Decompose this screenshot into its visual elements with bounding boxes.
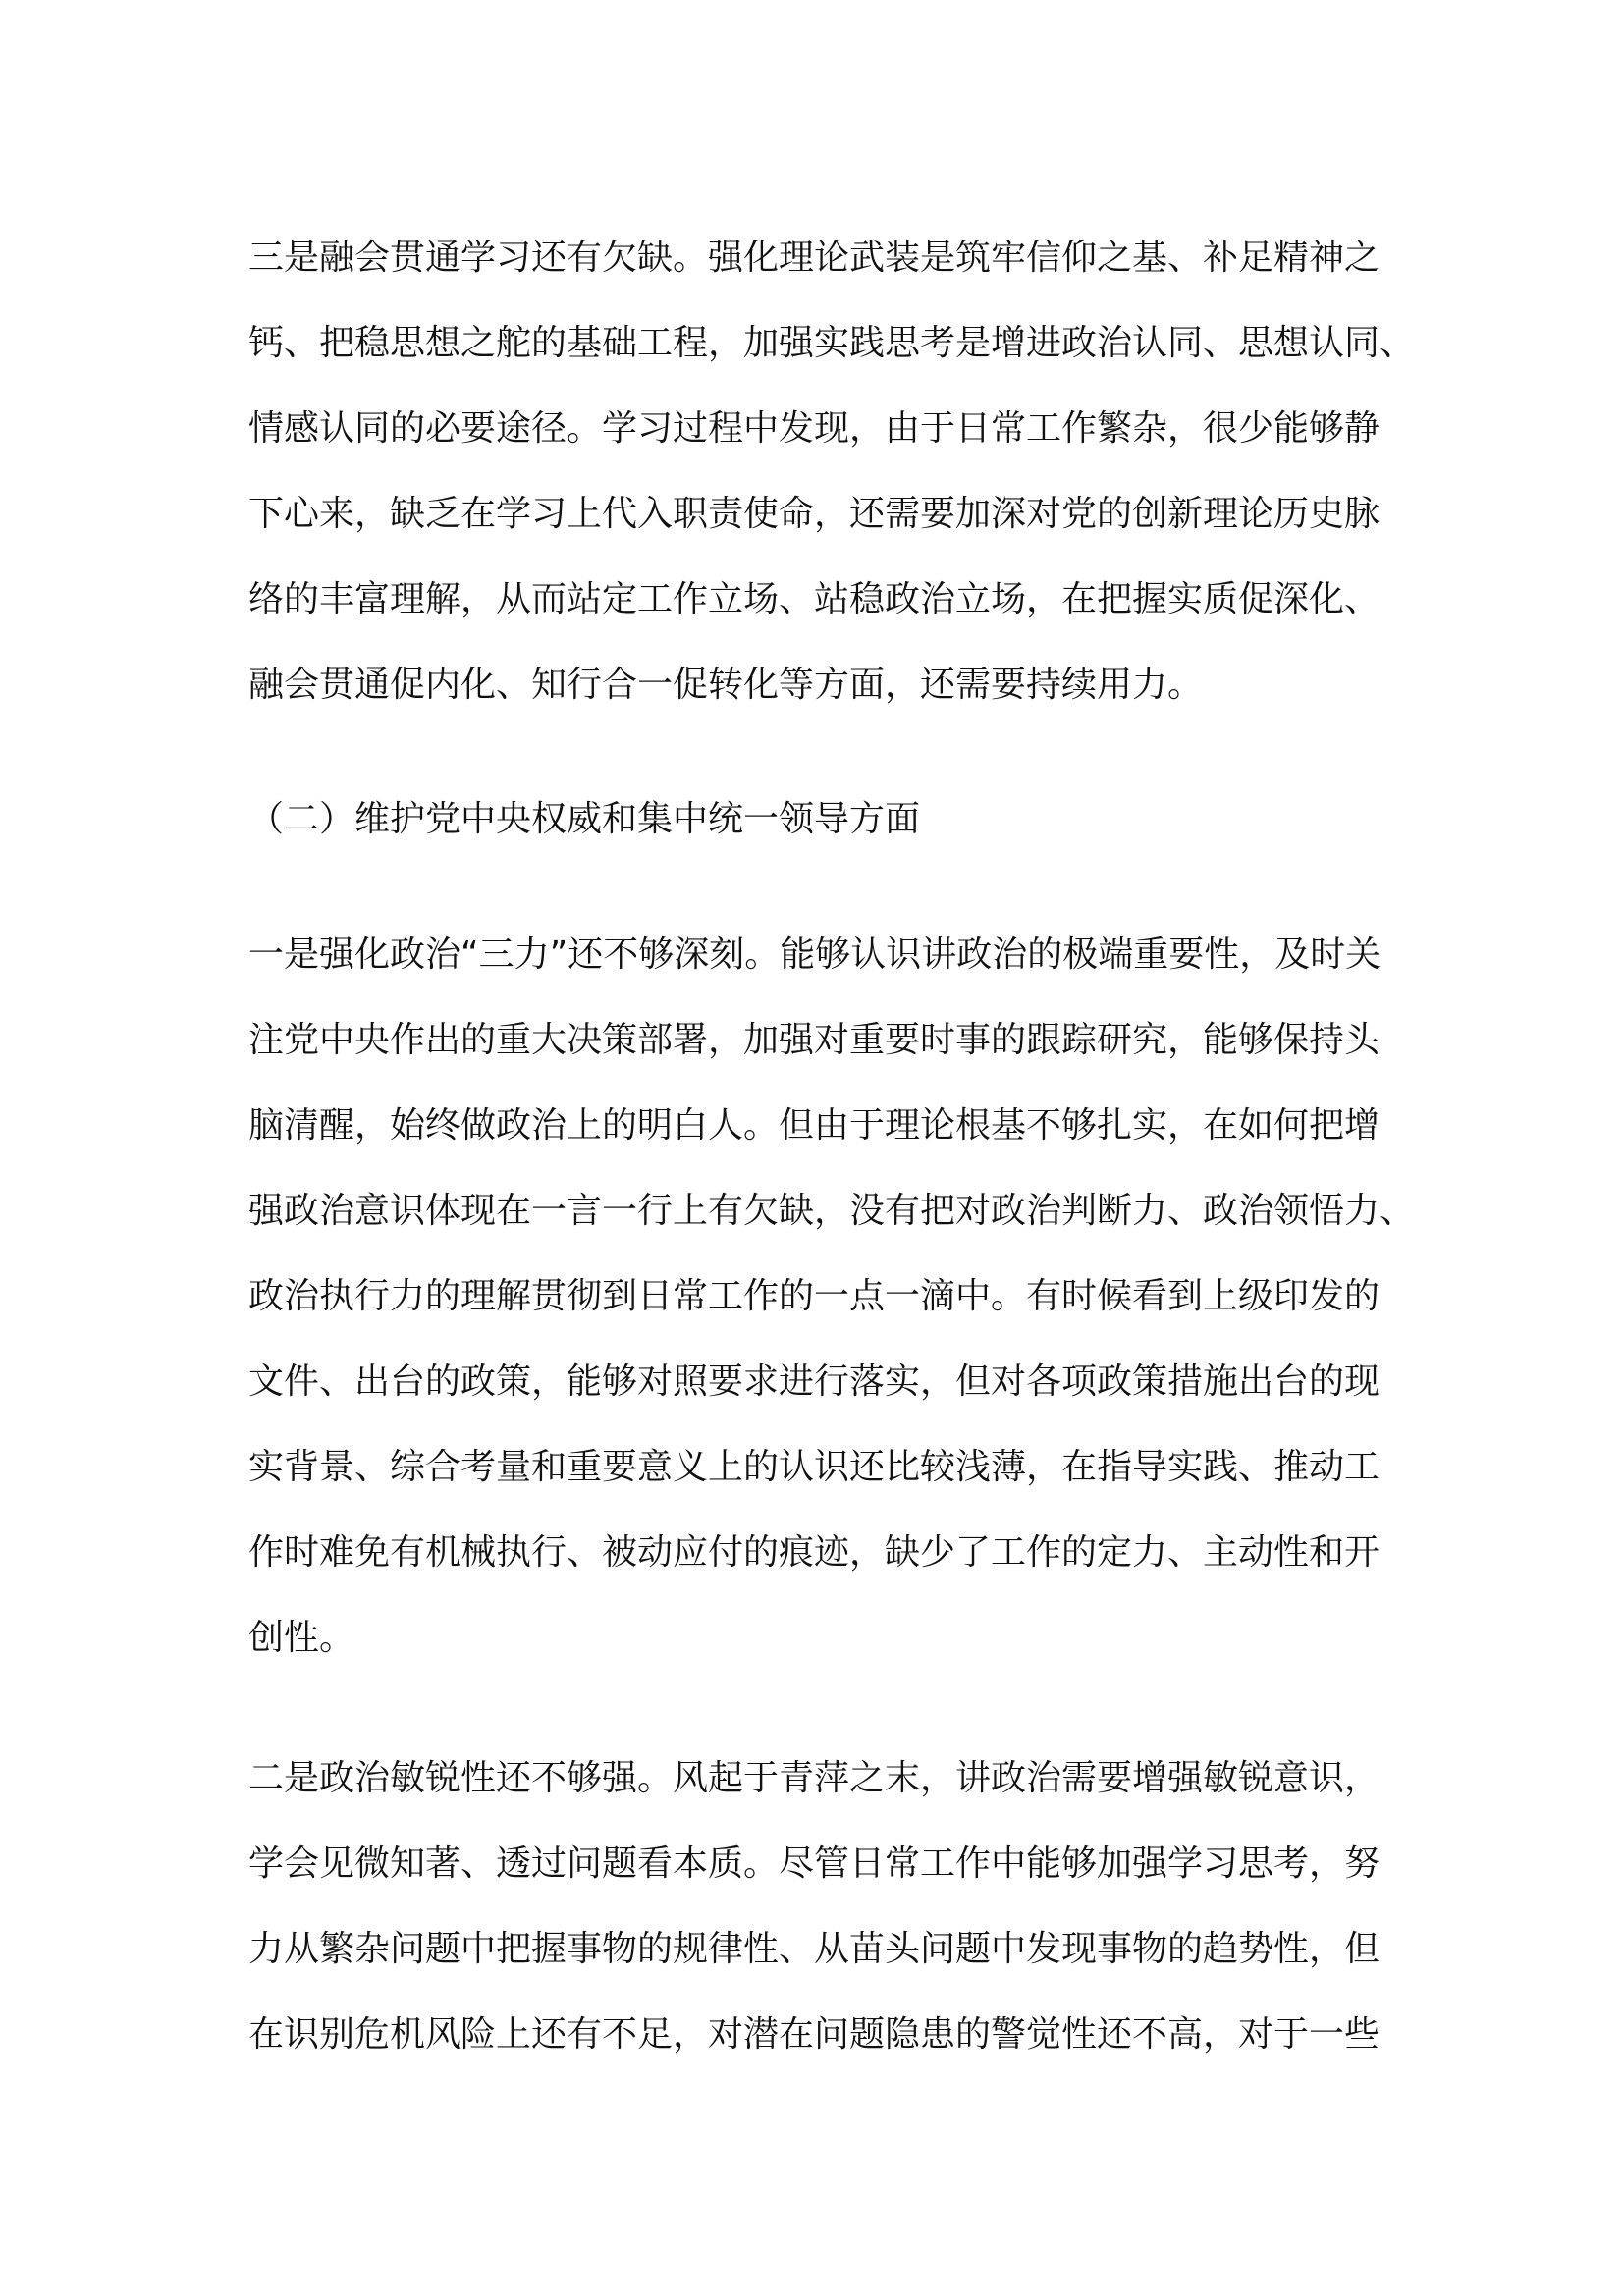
text-line: 强政治意识体现在一言一行上有欠缺，没有把对政治判断力、政治领悟力、 [248, 1191, 1416, 1231]
text-line: 创性。 [248, 1618, 355, 1658]
text-line: 情感认同的必要途径。学习过程中发现，由于日常工作繁杂，很少能够静 [248, 408, 1380, 449]
text-line: 学会见微知著、透过问题看本质。尽管日常工作中能够加强学习思考，努 [248, 1843, 1380, 1884]
text-line: 在识别危机风险上还有不足，对潜在问题隐患的警觉性还不高，对于一些 [248, 2014, 1380, 2055]
text-line: 作时难免有机械执行、被动应付的痕迹，缺少了工作的定力、主动性和开 [248, 1532, 1380, 1573]
text-line: 文件、出台的政策，能够对照要求进行落实，但对各项政策措施出台的现 [248, 1362, 1380, 1402]
text-line: 脑清醒，始终做政治上的明白人。但由于理论根基不够扎实，在如何把增 [248, 1105, 1380, 1146]
text-line: 下心来，缺乏在学习上代入职责使命，还需要加深对党的创新理论历史脉 [248, 494, 1380, 534]
text-line: （二）维护党中央权威和集中统一领导方面 [248, 799, 921, 839]
text-line: 实背景、综合考量和重要意义上的认识还比较浅薄，在指导实践、推动工 [248, 1447, 1380, 1487]
text-line: 钙、把稳思想之舵的基础工程，加强实践思考是增进政治认同、思想认同、 [248, 323, 1416, 363]
text-line: 注党中央作出的重大决策部署，加强对重要时事的跟踪研究，能够保持头 [248, 1020, 1380, 1060]
text-line: 力从繁杂问题中把握事物的规律性、从苗头问题中发现事物的趋势性，但 [248, 1929, 1380, 1969]
text-line: 三是融会贯通学习还有欠缺。强化理论武装是筑牢信仰之基、补足精神之 [248, 238, 1380, 278]
text-line: 二是政治敏锐性还不够强。风起于青萍之末，讲政治需要增强敏锐意识， [248, 1758, 1380, 1798]
text-line: 政治执行力的理解贯彻到日常工作的一点一滴中。有时候看到上级印发的 [248, 1276, 1380, 1316]
text-line: 一是强化政治“三力”还不够深刻。能够认识讲政治的极端重要性，及时关 [248, 934, 1381, 975]
text-line: 融会贯通促内化、知行合一促转化等方面，还需要持续用力。 [248, 665, 1204, 705]
text-line: 络的丰富理解，从而站定工作立场、站稳政治立场，在把握实质促深化、 [248, 579, 1380, 619]
